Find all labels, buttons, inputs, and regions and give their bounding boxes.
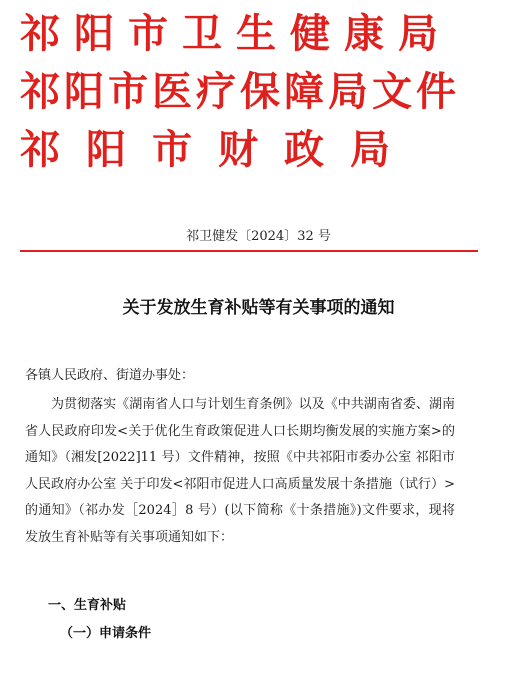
document-number: 祁卫健发〔2024〕32 号: [186, 229, 331, 244]
body-paragraph: 为贯彻落实《湖南省人口与计划生育条例》以及《中共湖南省委、湖南省人民政府印发<关于优化生育政策促进人口长期均衡发展的实施方案>的通知》（湘发[2022]11 号）文件精神，按照《中共祁阳市委办公室 祁阳市人民政府办公室 关于印发<祁阳市促进人口高质量发展十条措施（试行）>的通知》（祁办发［2024］8 号）(以下简称《十条措施》)文件要求，现将发放生育补贴等有关事项通知如下：: [25, 397, 455, 545]
red-divider: [20, 250, 478, 252]
salutation: 各镇人民政府、街道办事处：: [25, 368, 195, 383]
subsection-heading-1: （一）申请条件: [60, 626, 152, 641]
issuer-finance-bureau: 祁阳市财政局: [20, 127, 416, 173]
issuer-health-bureau: 祁阳市卫生健康局: [20, 11, 452, 57]
section-heading-1: 一、生育补贴: [48, 598, 127, 613]
document-title: 关于发放生育补贴等有关事项的通知: [122, 298, 395, 318]
issuer-medical-security-bureau: 祁阳市医疗保障局文件: [20, 69, 460, 115]
